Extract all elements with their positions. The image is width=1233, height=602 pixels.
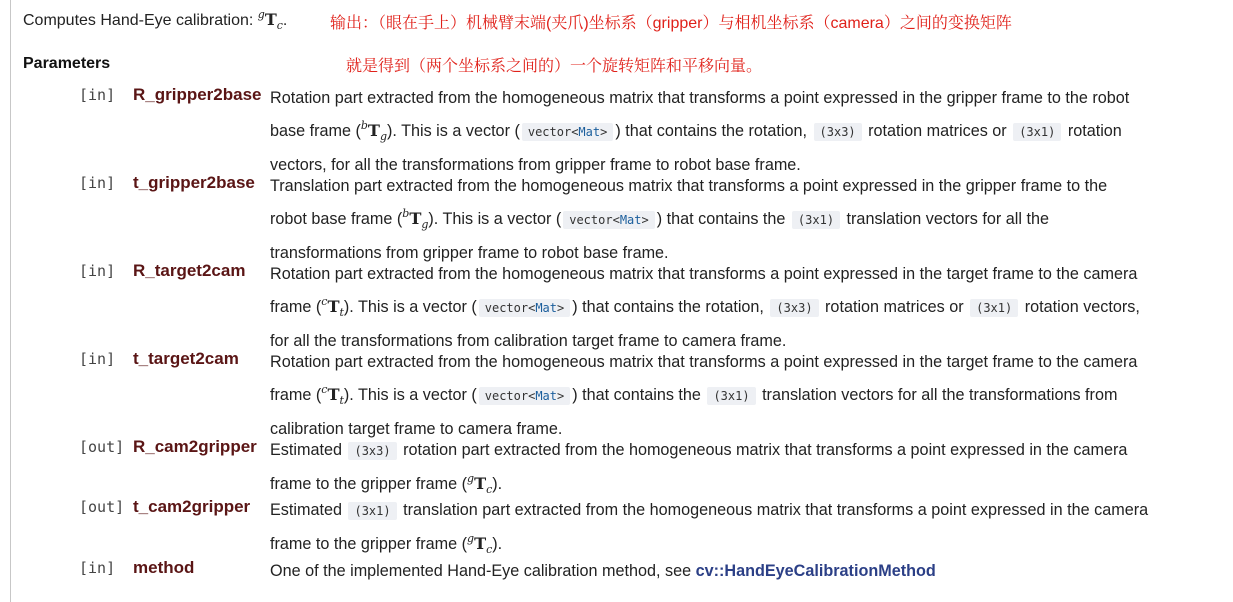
param-name: R_cam2gripper: [133, 437, 257, 456]
math-superscript: g: [467, 472, 475, 485]
param-name: R_target2cam: [133, 261, 246, 280]
desc-line: vectors, for all the transformations from gripper frame to robot base frame.: [270, 156, 801, 174]
param-direction: [out]: [79, 438, 125, 456]
math-superscript: g: [467, 532, 475, 545]
desc-line: robot base frame $(^bT_g)$. This is a vector ( vector<Mat> ) that contains the (3x1) translation vectors for all the: [270, 207, 1049, 231]
desc-line: frame to the gripper frame $(^gT_c)$.: [270, 532, 503, 556]
math-transform: T: [327, 297, 340, 316]
param-direction: [in]: [79, 262, 116, 280]
param-name: t_target2cam: [133, 349, 239, 368]
math-transform: T: [409, 209, 422, 228]
param-name: R_gripper2base: [133, 85, 262, 104]
desc-line: Rotation part extracted from the homogeneous matrix that transforms a point expressed in the target frame to the camera: [270, 265, 1138, 283]
param-description: [270, 84, 1220, 179]
left-border: [10, 0, 11, 602]
desc-line: frame $(^cT_t)$. This is a vector ( vector<Mat> ) that contains the (3x1) translation vectors for all the transformations from: [270, 383, 1118, 407]
code-vector-mat: vector<Mat>: [479, 387, 571, 405]
math-superscript: b: [360, 119, 368, 132]
param-direction: [in]: [79, 559, 116, 577]
code-dimension: (3x1): [1013, 123, 1061, 141]
summary-period: .: [282, 12, 288, 29]
math-transform: T: [264, 10, 277, 29]
desc-line: transformations from gripper frame to robot base frame.: [270, 244, 669, 262]
code-dimension: (3x3): [814, 123, 862, 141]
param-name: method: [133, 558, 195, 577]
math-subscript: c: [276, 19, 283, 32]
math-subscript: c: [486, 543, 493, 556]
math-subscript: t: [339, 306, 344, 319]
code-vector-mat: vector<Mat>: [563, 211, 655, 229]
param-description: [270, 172, 1220, 267]
math-superscript: b: [402, 207, 410, 220]
math-subscript: g: [421, 218, 429, 231]
math-transform: T: [327, 385, 340, 404]
annotation-note-2: 就是得到（两个坐标系之间的）一个旋转矩阵和平移向量。: [346, 58, 763, 75]
math-superscript: c: [321, 383, 328, 396]
math-superscript: g: [257, 8, 265, 21]
math-transform: T: [367, 121, 380, 140]
param-direction: [in]: [79, 86, 116, 104]
desc-line: Estimated (3x3) rotation part extracted from the homogeneous matrix that transforms a point expressed in the camera: [270, 441, 1128, 459]
param-description: [270, 260, 1220, 355]
desc-line: frame to the gripper frame $(^gT_c)$.: [270, 472, 503, 496]
desc-line: base frame $(^bT_g)$. This is a vector ( vector<Mat> ) that contains the rotation, (3x3) rotation matrices or (3x1) rotation: [270, 119, 1122, 143]
code-dimension: (3x1): [970, 299, 1018, 317]
desc-line: for all the transformations from calibration target frame to camera frame.: [270, 332, 787, 350]
param-direction: [in]: [79, 350, 116, 368]
math-superscript: c: [321, 295, 328, 308]
parameters-heading: Parameters: [23, 55, 111, 72]
code-dimension: (3x3): [348, 442, 396, 460]
hand-eye-method-link[interactable]: cv::HandEyeCalibrationMethod: [695, 562, 936, 580]
param-description: [270, 557, 1220, 585]
param-direction: [in]: [79, 174, 116, 192]
desc-line: One of the implemented Hand-Eye calibration method, see cv::HandEyeCalibrationMethod: [270, 562, 936, 580]
code-dimension: (3x3): [770, 299, 818, 317]
annotation-note-1: 输出：（眼在手上）机械臂末端(夹爪)坐标系（gripper）与相机坐标系（camera）之间的变换矩阵: [330, 15, 1012, 32]
param-name: t_cam2gripper: [133, 497, 251, 516]
summary-line: [23, 8, 287, 32]
math-transform: T: [474, 474, 487, 493]
code-dimension: (3x1): [792, 211, 840, 229]
desc-line: Estimated (3x1) translation part extracted from the homogeneous matrix that transforms a point expressed in the camera: [270, 501, 1149, 519]
param-name: t_gripper2base: [133, 173, 255, 192]
math-transform: T: [474, 534, 487, 553]
code-vector-mat: vector<Mat>: [479, 299, 571, 317]
desc-line: Rotation part extracted from the homogeneous matrix that transforms a point expressed in the target frame to the camera: [270, 353, 1138, 371]
param-description: [270, 348, 1220, 443]
desc-line: frame $(^cT_t)$. This is a vector ( vector<Mat> ) that contains the rotation, (3x3) rotation matrices or (3x1) rotation vectors,: [270, 295, 1140, 319]
code-vector-mat: vector<Mat>: [522, 123, 614, 141]
summary-text: Computes Hand-Eye calibration:: [23, 12, 258, 29]
desc-line: calibration target frame to camera frame.: [270, 420, 563, 438]
param-description: [270, 436, 1220, 504]
param-direction: [out]: [79, 498, 125, 516]
code-dimension: (3x1): [707, 387, 755, 405]
math-subscript: g: [379, 130, 388, 143]
desc-line: Rotation part extracted from the homogeneous matrix that transforms a point expressed in the gripper frame to the robot: [270, 89, 1130, 107]
param-description: [270, 496, 1220, 564]
desc-line: Translation part extracted from the homogeneous matrix that transforms a point expressed in the gripper frame to the: [270, 177, 1108, 195]
code-dimension: (3x1): [348, 502, 396, 520]
math-subscript: c: [486, 483, 493, 496]
math-subscript: t: [339, 394, 344, 407]
